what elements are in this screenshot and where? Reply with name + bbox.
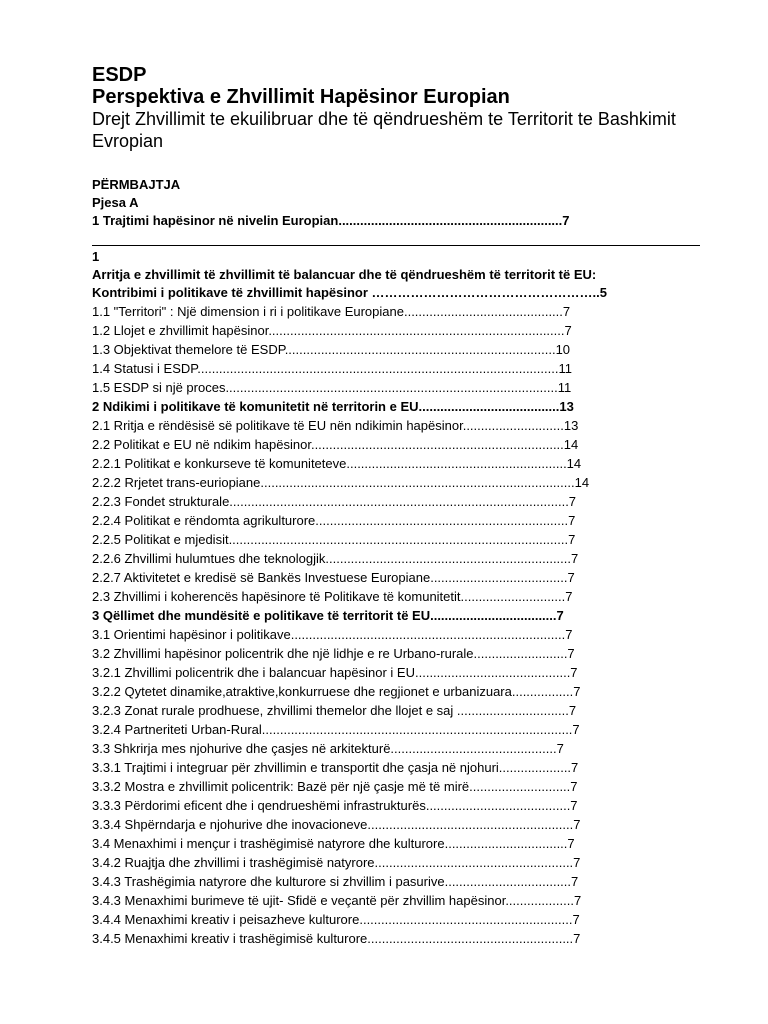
toc-section-entry: Arritja e zhvillimit të zhvillimit të balancuar dhe të qëndrueshëm të territorit të EU: <box>92 267 597 282</box>
toc-entry: 3.3.4 Shpërndarja e njohurive dhe inovacioneve.........................................................7 <box>92 817 581 832</box>
toc-entry: 3.2.2 Qytetet dinamike,atraktive,konkurruese dhe regjionet e urbanizuara.................7 <box>92 684 581 699</box>
toc-section-entry: 2 Ndikimi i politikave të komunitetit në territorin e EU.......................................13 <box>92 399 574 414</box>
toc-section-entry: 1 Trajtimi hapësinor në nivelin Europian..............................................................7 <box>92 213 570 228</box>
toc-entry: 2.2.2 Rrjetet trans-euriopiane.......................................................................................14 <box>92 475 590 490</box>
document-tagline: Drejt Zhvillimit te ekuilibruar dhe të qëndrueshëm te Territorit te Bashkimit Evropian <box>92 109 676 151</box>
toc-entry: 3.2.3 Zonat rurale prodhuese, zhvillimi themelor dhe llojet e saj ...............................7 <box>92 703 577 718</box>
toc-entry: 3.3.2 Mostra e zhvillimit policentrik: Bazë për një çasje më të mirë............................7 <box>92 779 578 794</box>
document-title: ESDP <box>92 64 147 86</box>
toc-entry: 3.4.4 Menaxhimi kreativ i peisazheve kulturore...........................................................7 <box>92 912 580 927</box>
toc-entry: 1.1 "Territori" : Një dimension i ri i politikave Europiane............................................7 <box>92 304 571 319</box>
document-subtitle: Perspektiva e Zhvillimit Hapësinor Europian <box>92 86 510 108</box>
toc-entry: 3.3.1 Trajtimi i integruar për zhvillimin e transportit dhe çasja në njohuri....................7 <box>92 760 579 775</box>
toc-entry: 1.2 Llojet e zhvillimit hapësinor..................................................................................7 <box>92 323 572 338</box>
toc-entry: 2.3 Zhvillimi i koherencës hapësinore të Politikave të komunitetit.............................7 <box>92 589 573 604</box>
toc-entry: 3.4.3 Menaxhimi burimeve të ujit- Sfidë e veçantë për zhvillim hapësinor...................7 <box>92 893 582 908</box>
toc-entry: 3.4.5 Menaxhimi kreativ i trashëgimisë kulturore.........................................................7 <box>92 931 581 946</box>
toc-entry: 1.4 Statusi i ESDP....................................................................................................11 <box>92 361 572 376</box>
toc-entry: 3.1 Orientimi hapësinor i politikave............................................................................7 <box>92 627 573 642</box>
toc-entry: 1.3 Objektivat themelore të ESDP...........................................................................10 <box>92 342 571 357</box>
toc-entry: 3.2.1 Zhvillimi policentrik dhe i balancuar hapësinor i EU...........................................7 <box>92 665 578 680</box>
toc-section-entry: 1 <box>92 249 100 264</box>
toc-entry: 3.3 Shkrirja mes njohurive dhe çasjes në arkitekturë..............................................7 <box>92 741 564 756</box>
horizontal-divider <box>92 245 700 246</box>
toc-entry: 3.2.4 Partneriteti Urban-Rural......................................................................................7 <box>92 722 580 737</box>
toc-entry: 2.2.1 Politikat e konkurseve të komuniteteve.............................................................14 <box>92 456 582 471</box>
toc-entry: 2.2 Politikat e EU në ndikim hapësinor......................................................................14 <box>92 437 579 452</box>
toc-entry: 2.2.3 Fondet strukturale..............................................................................................7 <box>92 494 577 509</box>
toc-entry: 1.5 ESDP si një proces............................................................................................11 <box>92 380 572 395</box>
toc-entry: 2.2.5 Politikat e mjedisit..............................................................................................7 <box>92 532 576 547</box>
toc-entry: 2.2.7 Aktivitetet e kredisë së Bankës Investuese Europiane......................................7 <box>92 570 575 585</box>
toc-entry: 2.2.4 Politikat e rëndomta agrikulturore......................................................................7 <box>92 513 576 528</box>
toc-section-entry: Kontribimi i politikave të zhvillimit hapësinor ……………………………………………..5 <box>92 285 607 300</box>
toc-entry: 3.4 Menaxhimi i mençur i trashëgimisë natyrore dhe kulturore..................................7 <box>92 836 575 851</box>
toc-entry: 3.4.2 Ruajtja dhe zhvillimi i trashëgimisë natyrore.......................................................7 <box>92 855 581 870</box>
toc-entry: 2.1 Rritja e rëndësisë së politikave të EU nën ndikimin hapësinor............................13 <box>92 418 579 433</box>
toc-entry: 3.4.3 Trashëgimia natyrore dhe kulturore si zhvillim i pasurive...................................7 <box>92 874 579 889</box>
toc-entry: 3.2 Zhvillimi hapësinor policentrik dhe një lidhje e re Urbano-rurale..........................7 <box>92 646 575 661</box>
toc-heading: PËRMBAJTJA <box>92 177 181 192</box>
toc-part-label: Pjesa A <box>92 195 139 210</box>
toc-section-entry: 3 Qëllimet dhe mundësitë e politikave të territorit të EU...................................7 <box>92 608 564 623</box>
toc-entry: 3.3.3 Përdorimi eficent dhe i qendrueshëmi infrastrukturës........................................7 <box>92 798 578 813</box>
toc-entry: 2.2.6 Zhvillimi hulumtues dhe teknologjik....................................................................7 <box>92 551 579 566</box>
